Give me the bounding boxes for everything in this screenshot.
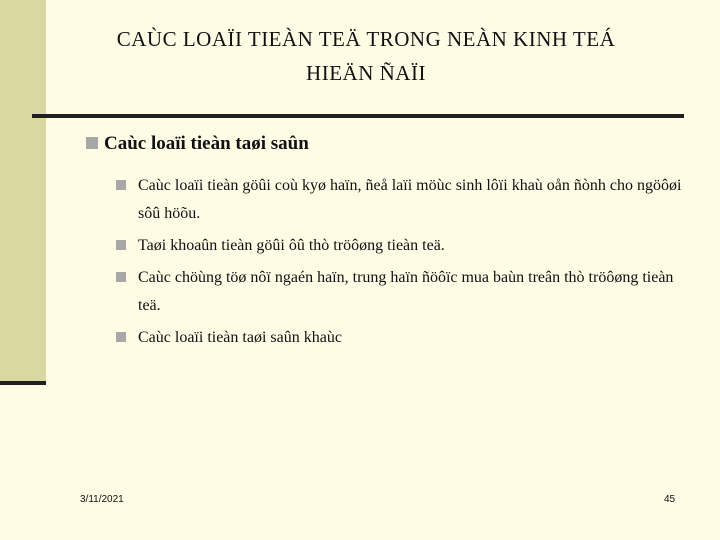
square-bullet-icon — [116, 240, 126, 250]
list-item-text: Taøi khoaûn tieàn göûi ôû thò tröôøng tieàn teä. — [138, 237, 445, 254]
bullet-list — [116, 172, 686, 356]
square-bullet-icon — [116, 332, 126, 342]
square-bullet-icon — [116, 180, 126, 190]
list-item-text: Caùc loaïi tieàn taøi saûn khaùc — [138, 329, 342, 346]
side-bar-bottom-rule — [0, 381, 46, 385]
title-line-1: CAÙC LOAÏI TIEÀN TEÄ TRONG NEÀN KINH TEÁ — [116, 27, 616, 51]
title-line-2: HIEÄN ÑAÏI — [306, 61, 426, 85]
square-bullet-icon — [86, 137, 98, 149]
page-number: 45 — [664, 494, 676, 505]
footer-date: 3/11/2021 — [80, 494, 124, 505]
side-accent-bar — [0, 0, 46, 385]
list-item — [116, 172, 686, 228]
list-item-text: Caùc chöùng töø nôï ngaén haïn, trung haïn ñöôïc mua baùn treân thò tröôøng tieàn teä. — [138, 269, 674, 314]
list-item — [116, 324, 686, 352]
square-bullet-icon — [116, 272, 126, 282]
slide-title — [46, 22, 686, 90]
list-item-text: Caùc loaïi tieàn göûi coù kyø haïn, ñeå laïi möùc sinh lôïi khaù oån ñònh cho ngöôøi sôû höõu. — [138, 177, 682, 222]
title-divider — [32, 114, 684, 118]
list-item — [116, 232, 686, 260]
list-item — [116, 264, 686, 320]
section-heading — [86, 132, 309, 156]
section-heading-text: Caùc loaïi tieàn taøi saûn — [104, 133, 309, 154]
